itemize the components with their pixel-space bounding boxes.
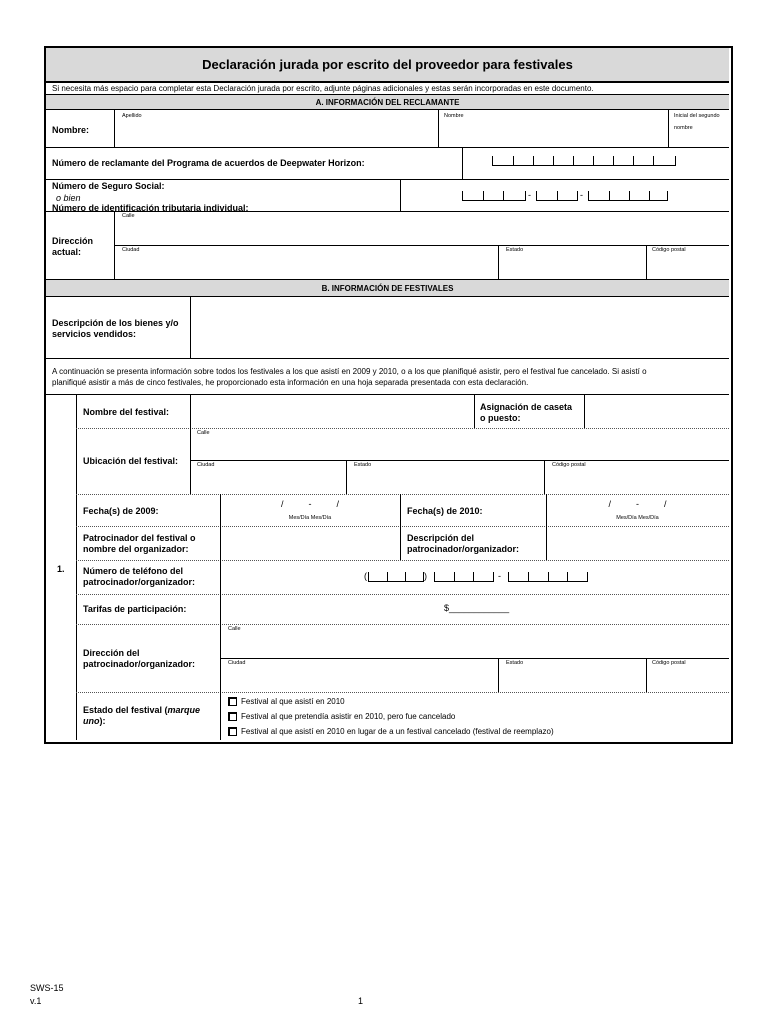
phone-close-paren: ) — [424, 571, 427, 581]
festival-ciudad-caption: Ciudad — [197, 462, 215, 468]
nombre-caption: Nombre — [444, 113, 464, 119]
sponsor-input[interactable] — [221, 528, 399, 558]
ssn-boxes-part1[interactable] — [462, 191, 526, 201]
goods-label: Descripción de los bienes y/o — [52, 318, 179, 328]
estado-caption: Estado — [506, 247, 524, 253]
address-label-2: actual: — [52, 247, 82, 257]
festival-name-label: Nombre del festival: — [83, 407, 170, 417]
festival-row-number: 1. — [57, 564, 65, 574]
festival-city-input[interactable] — [191, 469, 345, 493]
sponsor-calle-caption: Calle — [228, 626, 241, 632]
sponsor-label: Patrocinador del festival o — [83, 533, 196, 543]
sponsor-city-input[interactable] — [221, 667, 497, 691]
sponsor-description-label: Descripción del — [407, 533, 475, 543]
sponsor-description-input[interactable] — [547, 528, 727, 558]
festival-location-label: Ubicación del festival: — [83, 456, 179, 466]
itin-label: Número de identificación tributaria individual: — [52, 203, 249, 213]
festival-street-input[interactable] — [191, 437, 727, 459]
festival-status-label-uno: uno — [83, 716, 100, 726]
intro-text: Si necesita más espacio para completar esta Declaración jurada por escrito, adjunte páginas adicionales y estas serán incorporadas en este documento. — [52, 84, 594, 93]
festival-paragraph-line-1: A continuación se presenta información sobre todos los festivales a los que asistí en 2009 y 2010, o a los que planifiqué asistir, pero el festival fue cancelado. Si asistí o — [52, 367, 647, 376]
festival-status-label-end: ): — [99, 716, 106, 726]
claimant-number-label: Número de reclamante del Programa de acuerdos de Deepwater Horizon: — [52, 158, 365, 168]
ssn-dash-1: - — [528, 190, 531, 200]
first-name-input[interactable] — [439, 120, 667, 146]
date-2010-marks[interactable]: / - / — [608, 499, 667, 509]
address-label: Dirección — [52, 236, 94, 246]
date-2009-label: Fecha(s) de 2009: — [83, 506, 159, 516]
codigo-postal-caption: Código postal — [652, 247, 686, 253]
date-2009-marks[interactable]: / - / — [280, 499, 339, 509]
festival-status-label-2 — [83, 716, 106, 727]
street-input[interactable] — [115, 220, 727, 244]
phone-line-boxes[interactable] — [508, 572, 588, 582]
goods-label-2: servicios vendidos: — [52, 329, 137, 339]
booth-input[interactable] — [585, 396, 727, 426]
status-checkbox-replacement[interactable] — [228, 727, 237, 736]
sponsor-address-label-2: patrocinador/organizador: — [83, 659, 196, 669]
phone-open-paren: ( — [364, 571, 367, 581]
status-option-replacement: Festival al que asistí en 2010 en lugar de a un festival cancelado (festival de reemplazo) — [241, 727, 554, 736]
ssn-boxes-part3[interactable] — [588, 191, 668, 201]
section-a-heading: A. INFORMACIÓN DEL RECLAMANTE — [315, 98, 460, 107]
sponsor-street-input[interactable] — [221, 633, 727, 657]
footer-form-code: SWS-15 — [30, 983, 64, 993]
festival-paragraph-line-2: planifiqué asistir a más de cinco festivales, he proporcionado esta información en una hoja separada presentada con esta declaración. — [52, 378, 529, 387]
sponsor-label-2: nombre del organizador: — [83, 544, 189, 554]
phone-prefix-boxes[interactable] — [434, 572, 494, 582]
inicial-caption-2: nombre — [674, 125, 693, 131]
festival-zip-input[interactable] — [545, 469, 727, 493]
sponsor-codigo-postal-caption: Código postal — [652, 660, 686, 666]
festival-calle-caption: Calle — [197, 430, 210, 436]
goods-input[interactable] — [191, 298, 727, 356]
sponsor-zip-input[interactable] — [647, 667, 727, 691]
zip-input[interactable] — [647, 254, 727, 278]
sponsor-description-label-2: patrocinador/organizador: — [407, 544, 520, 554]
page-title: Declaración jurada por escrito del proveedor para festivales — [202, 57, 573, 72]
festival-codigo-postal-caption: Código postal — [552, 462, 586, 468]
name-label: Nombre: — [52, 125, 90, 135]
phone-label: Número de teléfono del — [83, 566, 184, 576]
state-input[interactable] — [499, 254, 645, 278]
booth-label: Asignación de caseta — [480, 402, 573, 412]
phone-area-boxes[interactable] — [368, 572, 424, 582]
page-number: 1 — [358, 996, 364, 1006]
fees-input[interactable]: $____________ — [444, 603, 510, 613]
sponsor-ciudad-caption: Ciudad — [228, 660, 246, 666]
festival-status-label — [83, 705, 200, 716]
fees-label: Tarifas de participación: — [83, 604, 187, 614]
inicial-caption: Inicial del segundo — [674, 113, 720, 119]
apellido-caption: Apellido — [122, 113, 142, 119]
booth-label-2: o puesto: — [480, 413, 521, 423]
middle-initial-input[interactable] — [669, 132, 727, 146]
city-input[interactable] — [115, 254, 497, 278]
festival-state-input[interactable] — [347, 469, 543, 493]
claimant-number-boxes[interactable] — [492, 156, 676, 166]
o-bien-text: o bien — [56, 193, 81, 203]
date-2010-format: Mes/Día Mes/Día — [616, 515, 659, 521]
date-2009-format: Mes/Día Mes/Día — [288, 515, 332, 521]
sponsor-address-label: Dirección del — [83, 648, 140, 658]
ciudad-caption: Ciudad — [122, 247, 140, 253]
ssn-label: Número de Seguro Social: — [52, 181, 165, 191]
festival-name-input[interactable] — [191, 396, 471, 426]
festival-status-label-marque: marque — [167, 705, 201, 715]
festival-status-label-text: Estado del festival ( — [83, 705, 168, 715]
status-checkbox-attended[interactable] — [228, 697, 237, 706]
section-b-heading: B. INFORMACIÓN DE FESTIVALES — [321, 284, 454, 293]
calle-caption: Calle — [122, 213, 135, 219]
ssn-dash-2: - — [580, 190, 583, 200]
date-2010-label: Fecha(s) de 2010: — [407, 506, 483, 516]
status-option-attended: Festival al que asistí en 2010 — [241, 697, 345, 706]
status-option-cancelled: Festival al que pretendía asistir en 2010, pero fue cancelado — [241, 712, 456, 721]
sponsor-state-input[interactable] — [499, 667, 645, 691]
phone-dash: - — [498, 571, 501, 581]
status-checkbox-cancelled[interactable] — [228, 712, 237, 721]
sponsor-estado-caption: Estado — [506, 660, 524, 666]
ssn-boxes-part2[interactable] — [536, 191, 578, 201]
footer-version: v.1 — [30, 996, 42, 1006]
last-name-input[interactable] — [115, 120, 437, 146]
phone-label-2: patrocinador/organizador: — [83, 577, 196, 587]
festival-estado-caption: Estado — [354, 462, 372, 468]
